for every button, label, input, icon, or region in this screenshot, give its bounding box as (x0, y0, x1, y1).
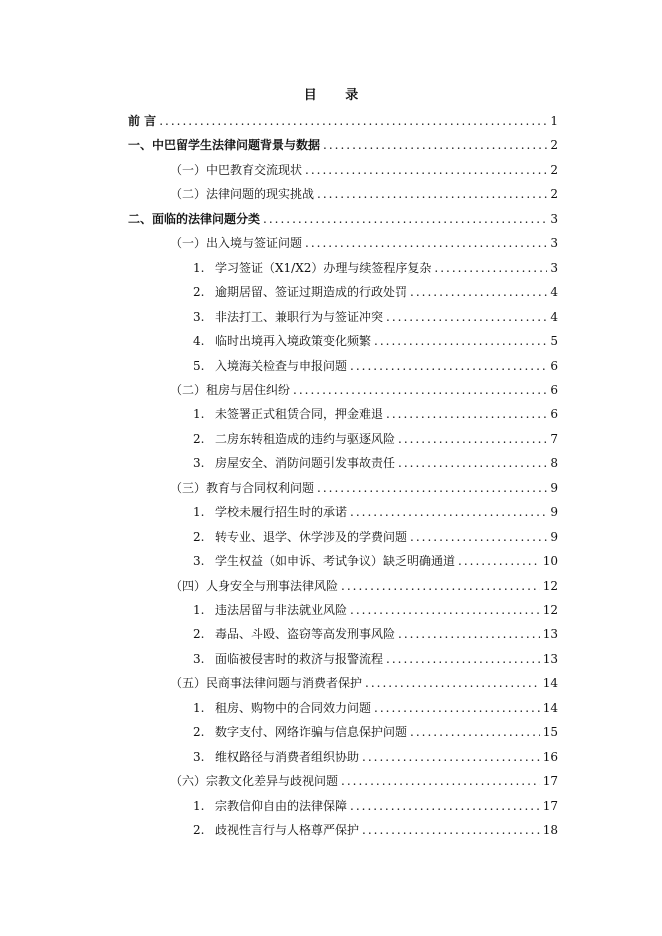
toc-entry-page: 6 (550, 407, 558, 422)
toc-entry[interactable] (193, 695, 558, 715)
toc-entry[interactable] (170, 768, 558, 788)
toc-entry-number: 2. (193, 431, 205, 446)
toc-entry-page: 17 (542, 774, 558, 789)
toc-entry-label: 宗教信仰自由的法律保障 (215, 798, 348, 813)
toc-entry-label: 学习签证（X1/X2）办理与续签程序复杂 (215, 260, 432, 275)
toc-entry-label: 前 言 (128, 114, 157, 128)
toc-entry-page: 2 (550, 187, 558, 202)
toc-entry-page: 14 (542, 700, 558, 715)
toc-entry[interactable] (193, 353, 558, 373)
toc-dot-leader (386, 652, 540, 666)
toc-entry[interactable] (170, 573, 558, 593)
toc-dot-leader (293, 383, 547, 397)
toc-entry[interactable] (193, 328, 558, 348)
toc-entry[interactable] (193, 401, 558, 421)
toc-entry-number: 2. (193, 725, 205, 740)
toc-dot-leader (263, 212, 547, 226)
toc-entry[interactable] (193, 304, 558, 324)
toc-entry-number: 3. (193, 456, 205, 471)
toc-dot-leader (305, 236, 547, 250)
toc-entry-number: 1. (193, 700, 205, 715)
toc-dot-leader (350, 603, 540, 617)
toc-entry-label: 歧视性言行与人格尊严保护 (215, 823, 360, 838)
toc-entry-page: 14 (542, 676, 558, 691)
toc-entry[interactable] (128, 206, 558, 226)
toc-entry-page: 1 (550, 114, 558, 128)
toc-dot-leader (350, 359, 547, 373)
toc-entry-page: 12 (542, 603, 558, 617)
toc-dot-leader (305, 163, 547, 177)
toc-entry[interactable] (170, 377, 558, 397)
toc-entry-label: 转专业、退学、休学涉及的学费问题 (215, 529, 408, 544)
toc-entry-label: 面临被侵害时的救济与报警流程 (215, 651, 384, 666)
toc-entry[interactable] (193, 255, 558, 275)
toc-dot-leader (317, 481, 547, 495)
toc-dot-leader (434, 261, 547, 275)
toc-entry-number: 1. (193, 603, 205, 617)
toc-entry-page: 3 (550, 211, 558, 226)
toc-dot-leader (323, 138, 547, 152)
toc-entry-page: 2 (550, 138, 558, 153)
toc-entry[interactable] (193, 793, 558, 813)
toc-dot-leader (365, 676, 540, 690)
toc-entry-label: （一）中巴教育交流现状 (170, 162, 303, 177)
toc-entry-label: 学校未履行招生时的承诺 (215, 505, 348, 520)
toc-entry-label: （六）宗教文化差异与歧视问题 (170, 774, 339, 789)
toc-dot-leader (386, 407, 547, 421)
toc-entry[interactable] (193, 450, 558, 470)
toc-entry[interactable] (193, 426, 558, 446)
toc-entry-page: 13 (542, 651, 558, 666)
toc-entry-page: 9 (550, 529, 558, 544)
toc-entry-label: （二）租房与居住纠纷 (170, 382, 291, 397)
toc-dot-leader (317, 187, 547, 201)
toc-entry-number: 3. (193, 651, 205, 666)
toc-dot-leader (362, 823, 540, 837)
toc-entry-label: （一）出入境与签证问题 (170, 236, 303, 251)
toc-entry-number: 2. (193, 823, 205, 838)
toc-entry-page: 4 (550, 309, 558, 324)
toc-entry-page: 3 (550, 236, 558, 251)
toc-dot-leader (362, 750, 540, 764)
toc-entry-label: （三）教育与合同权利问题 (170, 480, 315, 495)
toc-entry-number: 3. (193, 554, 205, 569)
toc-entry-label: 一、中巴留学生法律问题背景与数据 (128, 138, 321, 153)
toc-entry-page: 2 (550, 162, 558, 177)
toc-entry-number: 1. (193, 505, 205, 520)
toc-entry-page: 9 (550, 480, 558, 495)
toc-entry-label: 二、面临的法律问题分类 (128, 211, 261, 226)
toc-dot-leader (350, 505, 547, 519)
toc-entry-label: 毒品、斗殴、盗窃等高发刑事风险 (215, 627, 396, 642)
toc-dot-leader (350, 799, 540, 813)
toc-dot-leader (341, 579, 540, 593)
toc-entry-label: 学生权益（如申诉、考试争议）缺乏明确通道 (215, 554, 456, 569)
toc-entry-page: 9 (550, 505, 558, 520)
toc-entry-page: 8 (550, 456, 558, 471)
toc-entry-label: 未签署正式租赁合同，押金难退 (215, 407, 384, 422)
toc-entry-label: 非法打工、兼职行为与签证冲突 (215, 309, 384, 324)
toc-entry-page: 12 (542, 578, 558, 593)
toc-entry-page: 7 (550, 431, 558, 446)
toc-entry-page: 10 (542, 554, 558, 569)
toc-dot-leader (386, 310, 547, 324)
toc-entry-number: 1. (193, 798, 205, 813)
toc-entry[interactable] (170, 230, 558, 250)
toc-entry-page: 5 (550, 334, 558, 349)
toc-dot-leader (398, 432, 547, 446)
toc-entry-page: 13 (542, 627, 558, 642)
toc-entry[interactable] (193, 548, 558, 568)
toc-entry[interactable] (193, 646, 558, 666)
toc-entry[interactable] (128, 108, 558, 128)
toc-entry[interactable] (193, 744, 558, 764)
toc-entry[interactable] (193, 279, 558, 299)
toc-entry[interactable] (193, 621, 558, 641)
toc-dot-leader (341, 774, 540, 788)
toc-entry-label: 数字支付、网络诈骗与信息保护问题 (215, 725, 408, 740)
toc-dot-leader (410, 285, 547, 299)
toc-dot-leader (398, 456, 547, 470)
toc-entry-page: 3 (550, 260, 558, 275)
toc-entry-number: 3. (193, 749, 205, 764)
toc-entry-label: （四）人身安全与刑事法律风险 (170, 578, 339, 593)
toc-entry-page: 16 (542, 749, 558, 764)
toc-entry-number: 2. (193, 529, 205, 544)
toc-dot-leader (410, 530, 547, 544)
toc-entry-page: 15 (542, 725, 558, 740)
toc-entry-page: 6 (550, 382, 558, 397)
toc-entry-label: 临时出境再入境政策变化频繁 (215, 334, 372, 349)
toc-dot-leader (398, 627, 540, 641)
toc-entry-label: 逾期居留、签证过期造成的行政处罚 (215, 285, 408, 300)
toc-entry-number: 1. (193, 260, 205, 275)
toc-dot-leader (159, 114, 547, 128)
toc-entry-number: 3. (193, 309, 205, 324)
toc-entry[interactable] (170, 475, 558, 495)
toc-entry-page: 17 (542, 798, 558, 813)
toc-entry[interactable] (193, 597, 558, 617)
toc-entry-label: （五）民商事法律问题与消费者保护 (170, 676, 363, 691)
toc-entry[interactable] (193, 524, 558, 544)
toc-entry-number: 1. (193, 407, 205, 422)
toc-dot-leader (374, 701, 540, 715)
toc-entry-number: 2. (193, 627, 205, 642)
toc-entry-page: 6 (550, 358, 558, 373)
toc-entry-number: 5. (193, 358, 205, 373)
toc-entry-label: 入境海关检查与申报问题 (215, 358, 348, 373)
toc-entry-label: 租房、购物中的合同效力问题 (215, 700, 372, 715)
toc-dot-leader (458, 554, 540, 568)
toc-entry-label: 二房东转租造成的违约与驱逐风险 (215, 431, 396, 446)
toc-entry-number: 2. (193, 285, 205, 300)
toc-entry[interactable] (193, 719, 558, 739)
toc-entry[interactable] (193, 817, 558, 837)
toc-entry-label: （二）法律问题的现实挑战 (170, 187, 315, 202)
toc-title: 目 录 (303, 88, 371, 103)
toc-entry-label: 违法居留与非法就业风险 (215, 603, 348, 617)
toc-dot-leader (374, 334, 547, 348)
toc-entry[interactable] (170, 670, 558, 690)
toc-entry[interactable] (193, 499, 558, 519)
toc-entry-page: 18 (542, 823, 558, 838)
toc-entry-number: 4. (193, 334, 205, 349)
toc-dot-leader (410, 725, 540, 739)
toc-entry[interactable] (128, 132, 558, 152)
toc-entry-label: 维权路径与消费者组织协助 (215, 749, 360, 764)
toc-entry[interactable] (170, 181, 558, 201)
toc-entry-label: 房屋安全、消防问题引发事故责任 (215, 456, 396, 471)
toc-entry[interactable] (170, 157, 558, 177)
toc-entry-page: 4 (550, 285, 558, 300)
